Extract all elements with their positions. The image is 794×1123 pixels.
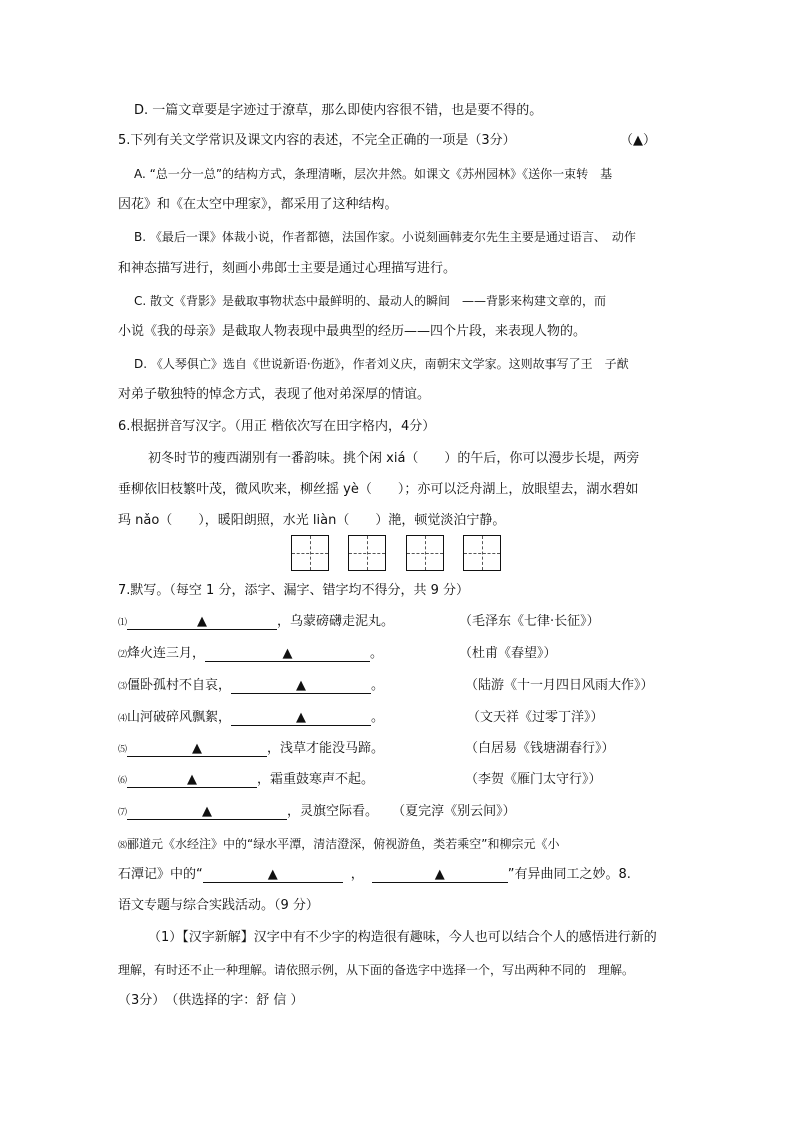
q7-blank[interactable] [231, 679, 371, 694]
triangle-mark-icon: ▲ [267, 867, 278, 882]
q7-item [118, 709, 384, 728]
q7-item-text-after: ，灵旗空际看。 [287, 804, 379, 819]
q8-part1-line3: （3分） （供选择的字：舒 信 ） [118, 993, 304, 1008]
q7-item-text-after: ，浅草才能没马蹄。 [267, 741, 385, 756]
q7-item-source: （毛泽东《七律·长征》） [459, 614, 600, 629]
q6-stem: 6.根据拼音写汉字。（用正 楷依次写在田字格内，4分） [118, 419, 436, 434]
q5-option-b-line2: 和神态描写进行，刻画小弗郎士主要是通过心理描写进行。 [118, 261, 457, 276]
q5-option-a-line2: 因花》和《在太空中理家》，都采用了这种结构。 [118, 197, 398, 212]
q7-item-source: （文天祥《过零丁洋》） [467, 710, 604, 725]
q7-item-number: ⑴ [118, 618, 128, 628]
tianzige-box-1[interactable] [291, 535, 329, 571]
q7-item-text-after: 。 [371, 710, 385, 725]
q7-item8-text-after: ”有异曲同工之妙。8. [507, 867, 631, 882]
q7-item-text-before: 山河破碎风飘絮， [127, 710, 232, 725]
q7-item-number: ⑷ [118, 714, 128, 724]
tianzige-box-4[interactable] [463, 535, 501, 571]
q7-item [118, 613, 394, 632]
q7-item-text-after: ，乌蒙磅礴走泥丸。 [277, 614, 395, 629]
q7-item-source: （李贺《雁门太守行》） [465, 772, 602, 787]
q7-item-number: ⑸ [118, 745, 128, 755]
triangle-mark-icon: ▲ [296, 710, 307, 725]
q7-blank[interactable] [127, 742, 267, 757]
q5-option-c-line1: C. 散文《背影》是截取事物状态中最鲜明的、最动人的瞬间 ——背影来构建文章的，而 [134, 294, 607, 308]
q7-item8-line2 [118, 866, 631, 884]
q5-stem: 5.下列有关文学常识及课文内容的表述，不完全正确的一项是（3分） [118, 133, 516, 148]
q7-blank[interactable] [203, 868, 343, 883]
q7-item [118, 803, 516, 822]
q5-option-d-line1: D. 《人琴俱亡》选自《世说新语·伤逝》，作者刘义庆，南朝宋文学家。这则故事写了王 子猷 [134, 357, 629, 371]
triangle-mark-icon: ▲ [282, 646, 293, 661]
q7-blank[interactable] [372, 868, 508, 883]
q7-item-source: （杜甫《春望》） [459, 646, 557, 661]
q7-item-text-before: 烽火连三月， [127, 646, 206, 661]
q4-option-d: D. 一篇文章要是字迹过于潦草，那么即使内容很不错，也是要不得的。 [134, 103, 543, 118]
q7-item-text-after: ，霜重鼓寒声不起。 [257, 772, 375, 787]
q7-item-text-after: 。 [371, 678, 385, 693]
q6-passage-line1: 初冬时节的瘦西湖别有一番韵味。挑个闲 xiá（ ）的午后，你可以漫步长堤，两旁 [148, 451, 640, 466]
triangle-mark-icon: ▲ [296, 678, 307, 693]
q7-item-source: （陆游《十一月四日风雨大作》） [465, 678, 654, 693]
triangle-mark-icon: ▲ [197, 614, 208, 629]
triangle-mark-icon: ▲ [192, 741, 203, 756]
q7-blank[interactable] [127, 805, 287, 820]
q8-heading: 语文专题与综合实践活动。（9 分） [118, 898, 319, 913]
q7-stem: 7.默写。（每空 1 分，添字、漏字、错字均不得分，共 9 分） [118, 583, 469, 598]
q7-item [118, 740, 384, 759]
triangle-mark-icon: ▲ [187, 772, 198, 787]
q7-item8-text: 郦道元《水经注》中的“绿水平潭，清洁澄深，俯视游鱼，类若乘空”和柳宗元《小 [127, 837, 560, 851]
q7-blank[interactable] [127, 773, 257, 788]
q8-part1-line2: 理解，有时还不止一种理解。请依照示例，从下面的备选字中选择一个，写出两种不同的 理解。 [118, 963, 635, 977]
q7-blank[interactable] [127, 615, 277, 630]
q7-item8-text-before: 石潭记》中的“ [118, 867, 203, 882]
q6-passage-line2: 垂柳依旧枝繁叶茂，微风吹来，柳丝摇 yè（ ）；亦可以泛舟湖上，放眼望去，湖水碧如 [118, 482, 639, 497]
q5-option-b-line1: B. 《最后一课》体裁小说，作者都德，法国作家。小说刻画韩麦尔先生主要是通过语言、 动作 [134, 230, 636, 244]
q5-answer-mark: （▲） [620, 133, 656, 148]
q7-item-number: ⑶ [118, 682, 128, 692]
q7-item [118, 677, 384, 696]
q5-option-c-line2: 小说《我的母亲》是截取人物表现中最典型的经历——四个片段，来表现人物的。 [118, 324, 587, 339]
q7-blank[interactable] [205, 647, 370, 662]
q7-item8-separator: ， [350, 867, 364, 882]
q7-item-text-after: 。 [370, 646, 384, 661]
q8-part1-line1: （1）【汉字新解】汉字中有不少字的构造很有趣味，今人也可以结合个人的感悟进行新的 [148, 930, 657, 945]
q7-item [118, 645, 383, 664]
q7-item-number: ⑹ [118, 776, 128, 786]
q6-passage-line3: 玛 nǎo（ ），暖阳朗照，水光 liàn（ ）滟，顿觉淡泊宁静。 [118, 513, 506, 528]
q7-blank[interactable] [231, 711, 371, 726]
q7-item-text-before: 僵卧孤村不自哀， [127, 678, 232, 693]
triangle-mark-icon: ▲ [434, 867, 445, 882]
tianzige-box-3[interactable] [406, 535, 444, 571]
q7-item-number: ⑵ [118, 650, 128, 660]
q5-option-a-line1: A. “总一分一总”的结构方式，条理清晰，层次井然。如课文《苏州园林》《送你一束转 基 [134, 167, 613, 181]
tianzige-box-2[interactable] [348, 535, 386, 571]
q7-item-source: （白居易《钱塘湖春行》） [465, 741, 615, 756]
q7-item [118, 771, 374, 790]
q7-item-source: （夏完淳《别云间》） [392, 804, 516, 819]
q7-item-number: ⑻ [118, 841, 128, 851]
q7-item-number: ⑺ [118, 808, 128, 818]
q5-option-d-line2: 对弟子敬独特的悼念方式，表现了他对弟深厚的情谊。 [118, 387, 431, 402]
q7-item8-line1 [118, 835, 559, 855]
triangle-mark-icon: ▲ [202, 804, 213, 819]
